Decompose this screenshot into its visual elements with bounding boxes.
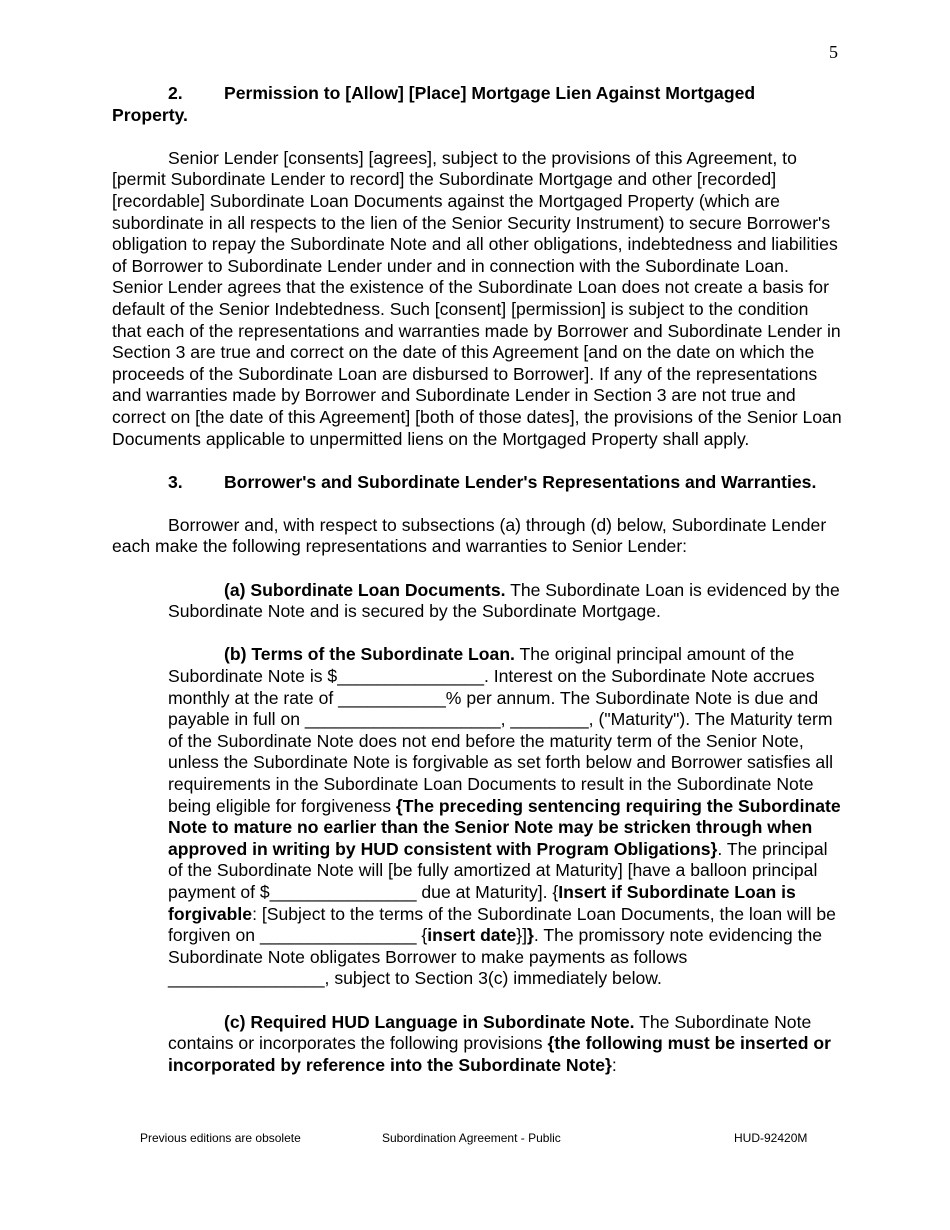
subsection-c-bold-1: {the following must be inserted or incorporated by reference into the Subordinate Note}	[168, 1033, 831, 1075]
subsection-c-text-2: :	[611, 1054, 617, 1075]
section-2-title-line2: Property.	[112, 104, 188, 125]
subsection-b-text-1: The original principal amount of the Subordinate Note is $_______________. Interest on the Subordinate Note accrues monthly at the rate of ___________% per annum. The Subordinate Note is due and payable in full on ____________________, ________, ("Maturity"). The Maturity term of the Subordinate Note does not end before the maturity term of the Senior Note, unless the Subordinate Note is forgivable as set forth below and Borrower satisfies all requirements in the Subordinate Loan Documents to result in the Subordinate Note being eligible for forgiveness	[168, 644, 834, 816]
section-3-heading	[112, 472, 842, 494]
section-2-heading	[112, 83, 842, 126]
subsection-b	[168, 644, 842, 990]
subsection-b-text-3: : [Subject to the terms of the Subordinate Loan Documents, the loan will be forgiven on ________________ {	[168, 903, 836, 946]
subsection-b-bold-4: }	[527, 925, 534, 946]
page-content	[112, 83, 842, 1076]
subsection-a-label: (a) Subordinate Loan Documents.	[224, 579, 506, 600]
section-2-title-line1: Permission to [Allow] [Place] Mortgage Lien Against Mortgaged	[224, 83, 756, 103]
footer-form-number: HUD-92420M	[734, 1131, 808, 1145]
subsection-c	[168, 1012, 842, 1077]
page-number: 5	[829, 42, 838, 62]
section-2-number: 2.	[168, 83, 183, 103]
subsection-b-text-5: . The promissory note evidencing the Subordinate Note obligates Borrower to make payments as follows ________________, subject to Section 3(c) immediately below.	[168, 925, 823, 989]
subsection-a-text: The Subordinate Loan is evidenced by the Subordinate Note and is secured by the Subordinate Mortgage.	[168, 579, 840, 622]
section-3-title: Borrower's and Subordinate Lender's Representations and Warranties.	[224, 471, 817, 492]
subsection-c-text-1: The Subordinate Note contains or incorporates the following provisions	[168, 1011, 812, 1054]
subsection-b-bold-3: insert date	[427, 925, 517, 946]
footer-center: Subordination Agreement - Public	[382, 1131, 561, 1145]
subsection-b-text-2: . The principal of the Subordinate Note will [be fully amortized at Maturity] [have a balloon principal payment of $_______________ due at Maturity]. {	[168, 838, 828, 902]
subsection-b-text-4: }]	[516, 925, 528, 946]
section-3-number: 3.	[168, 471, 183, 492]
section-3-intro: Borrower and, with respect to subsections (a) through (d) below, Subordinate Lender each make the following representations and warranties to Senior Lender:	[112, 514, 827, 557]
subsection-c-label: (c) Required HUD Language in Subordinate Note.	[224, 1011, 635, 1032]
subsection-b-label: (b) Terms of the Subordinate Loan.	[224, 644, 515, 665]
subsection-a	[168, 580, 842, 623]
subsection-b-bold-2: Insert if Subordinate Loan is forgivable	[168, 881, 796, 924]
section-2-body: Senior Lender [consents] [agrees], subject to the provisions of this Agreement, to [permit Subordinate Lender to record] the Subordinate Mortgage and other [recorded] [recordable] Subordinate Loan Documents against the Mortgaged Property (which are subordinate in all respects to the lien of the Senior Security Instrument) to secure Borrower's obligation to repay the Subordinate Note and all other obligations, indebtedness and liabilities of Borrower to Subordinate Lender under and in connection with the Subordinate Loan. Senior Lender agrees that the existence of the Subordinate Loan does not create a basis for default of the Senior Indebtedness. Such [consent] [permission] is subject to the condition that each of the representations and warranties made by Borrower and Subordinate Lender in Section 3 are true and correct on the date of this Agreement [and on the date on which the proceeds of the Subordinate Loan are disbursed to Borrower]. If any of the representations and warranties made by Borrower and Subordinate Lender in Section 3 are not true and correct on [the date of this Agreement] [both of those dates], the provisions of the Senior Loan Documents applicable to unpermitted liens on the Mortgaged Property shall apply.	[112, 147, 842, 449]
footer-left: Previous editions are obsolete	[140, 1131, 301, 1145]
subsection-b-bold-1: {The preceding sentencing requiring the Subordinate Note to mature no earlier than the Senior Note may be stricken through when approved in writing by HUD consistent with Program Obligations}	[168, 795, 841, 859]
